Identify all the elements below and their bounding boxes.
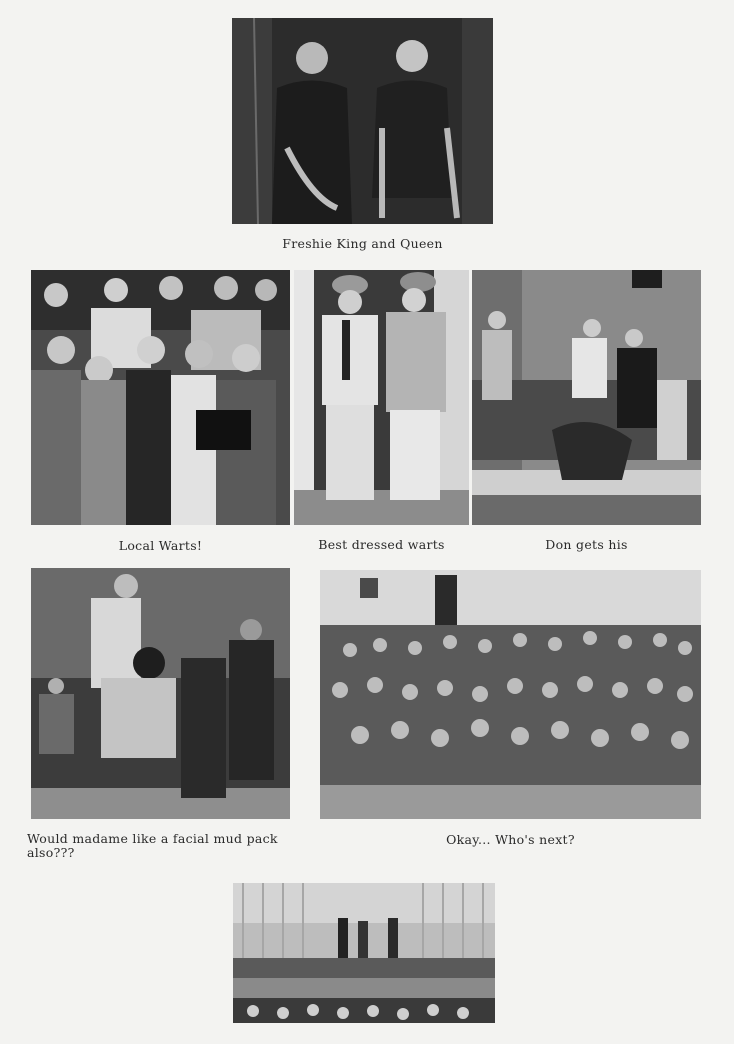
photo-facial-mud-pack	[31, 568, 290, 819]
caption-freshie-king-queen: Freshie King and Queen	[282, 236, 443, 251]
caption-whos-next: Okay... Who's next?	[446, 832, 575, 847]
photo-stage-assembly	[233, 883, 495, 1023]
photo-best-dressed-warts	[294, 270, 469, 525]
photo-local-warts	[31, 270, 290, 525]
photo-don-gets-his	[472, 270, 701, 525]
caption-facial-mud-pack: Would madame like a facial mud pack also???	[27, 831, 278, 860]
caption-best-dressed-warts: Best dressed warts	[318, 537, 445, 552]
photo-freshie-king-queen	[232, 18, 493, 224]
caption-local-warts: Local Warts!	[118, 538, 203, 553]
photo-whos-next	[320, 570, 701, 819]
caption-don-gets-his: Don gets his	[545, 537, 628, 552]
